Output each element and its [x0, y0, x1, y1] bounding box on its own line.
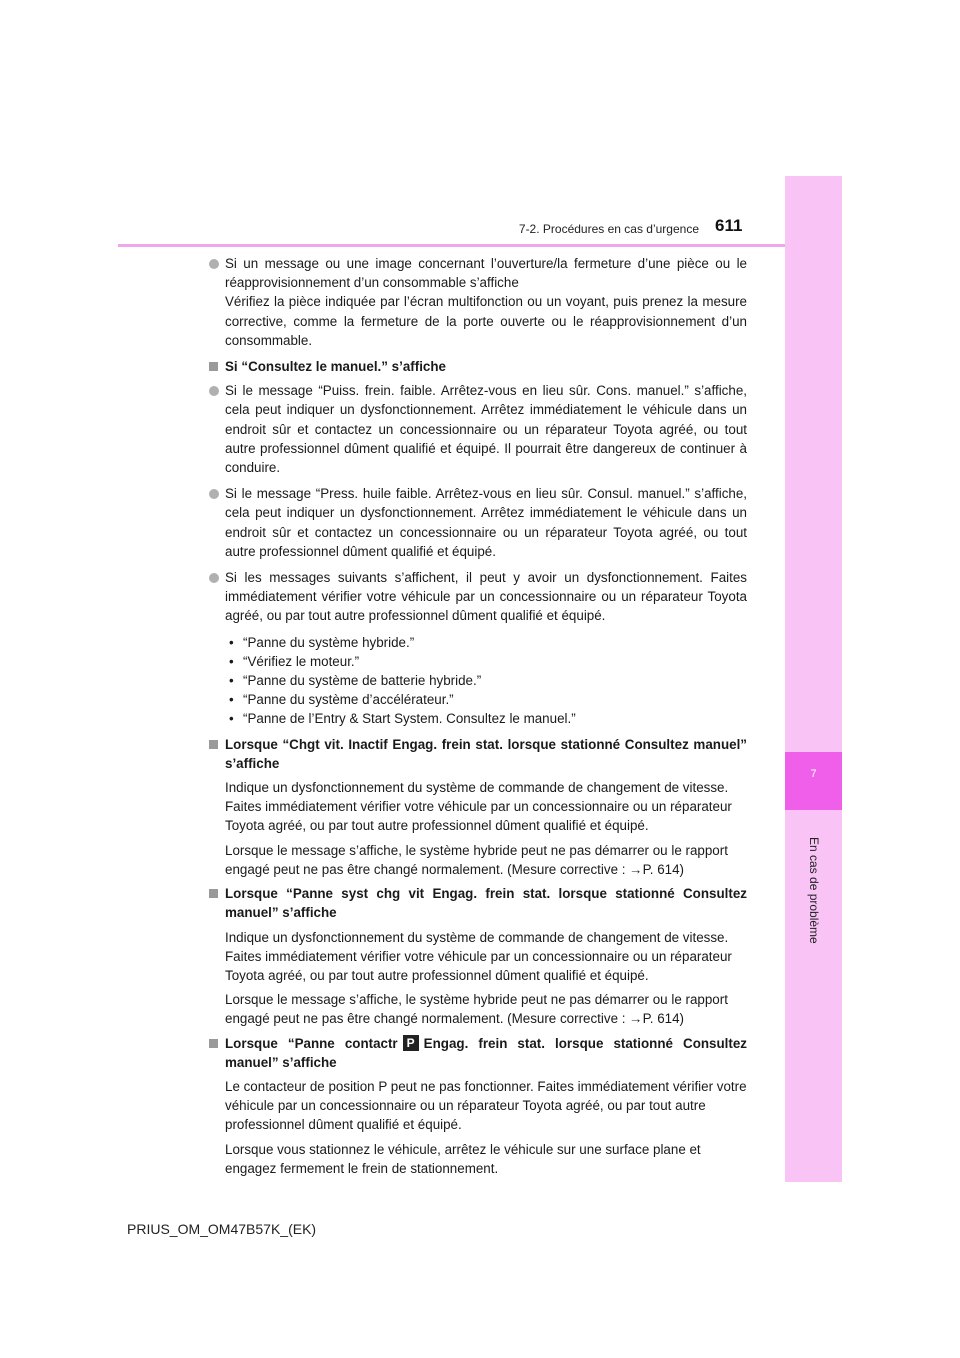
chapter-tab-marker	[785, 752, 842, 810]
paragraph: Lorsque le message s’affiche, le système hybride peut ne pas démarrer ou le rapport engagé peut ne pas être changé normalement. (Mesure corrective : →P. 614)	[225, 992, 728, 1027]
document-code: PRIUS_OM_OM47B57K_(EK)	[127, 1221, 317, 1237]
list-item: • “Vérifiez le moteur.”	[207, 652, 747, 671]
section-heading: Si “Consultez le manuel.” s’affiche	[207, 357, 747, 376]
list-item: • “Panne du système hybride.”	[207, 633, 747, 652]
bullet-item: Si le message “Press. huile faible. Arrêtez-vous en lieu sûr. Consul. manuel.” s’affiche, cela peut indiquer un dysfonctionnement. Arrêtez immédiatement le véhicule dans un endroit sûr et contactez un concessionnaire ou un réparateur Toyota agréé, ou tout autre professionnel dûment qualifié et équipé.	[207, 484, 747, 561]
bullet-text: Vérifiez la pièce indiquée par l’écran multifonction ou un voyant, puis prenez la mesure corrective, comme la fermeture de la porte ouverte ou le réapprovisionnement d’un consommable.	[225, 294, 747, 348]
bullet-item: Si le message “Puiss. frein. faible. Arrêtez-vous en lieu sûr. Cons. manuel.” s’affiche, cela peut indiquer un dysfonctionnement. Arrêtez immédiatement le véhicule dans un endroit sûr et contactez un concessionnaire ou un réparateur Toyota agréé, ou tout autre professionnel dûment qualifié et équipé. Il pourrait être dangereux de continuer à conduire.	[207, 381, 747, 477]
bullet-text: Si un message ou une image concernant l’ouverture/la fermeture d’une pièce ou le réapprovisionnement d’un consommable s’affiche	[225, 256, 747, 291]
chapter-tab-strip	[785, 176, 842, 1182]
chapter-label	[788, 815, 840, 965]
list-item: • “Panne du système d’accélérateur.”	[207, 690, 747, 709]
section-heading: Lorsque “Panne syst chg vit Engag. frein stat. lorsque stationné Consultez manuel” s’affiche	[207, 884, 747, 922]
heading-text: Engag. frein stat. lorsque stationné Consultez manuel” s’affiche	[225, 1035, 747, 1070]
paragraph: Lorsque vous stationnez le véhicule, arrêtez le véhicule sur une surface plane et engagez fermement le frein de stationnement.	[225, 1141, 701, 1176]
list-item: • “Panne de l’Entry & Start System. Consultez le manuel.”	[207, 709, 747, 728]
page-number: 611	[715, 216, 743, 235]
paragraph: Indique un dysfonctionnement du système de commande de changement de vitesse. Faites immédiatement vérifier votre véhicule par un concessionnaire ou un réparateur Toyota agréé, ou par tout autre professionnel dûment qualifié et équipé.	[225, 780, 732, 834]
message-list	[207, 633, 747, 729]
bullet-item: Si les messages suivants s’affichent, il peut y avoir un dysfonctionnement. Faites immédiatement vérifier votre véhicule par un concessionnaire ou un réparateur Toyota agréé, ou par tout autre professionnel dûment qualifié et équipé.	[207, 568, 747, 626]
section-heading	[207, 1034, 747, 1072]
paragraph: Indique un dysfonctionnement du système de commande de changement de vitesse. Faites immédiatement vérifier votre véhicule par un concessionnaire ou un réparateur Toyota agréé, ou par tout autre professionnel dûment qualifié et équipé.	[225, 929, 732, 983]
chapter-number: 7	[810, 768, 817, 780]
section-title: 7-2. Procédures en cas d’urgence	[518, 222, 699, 236]
heading-text: Lorsque “Panne contactr	[225, 1035, 398, 1051]
paragraph: Le contacteur de position P peut ne pas fonctionner. Faites immédiatement vérifier votre véhicule par un concessionnaire ou un réparateur Toyota agréé, ou par tout autre professionnel dûment qualifié et équipé.	[225, 1078, 747, 1133]
paragraph: Lorsque le message s’affiche, le système hybride peut ne pas démarrer ou le rapport engagé peut ne pas être changé normalement. (Mesure corrective : →P. 614)	[225, 842, 728, 877]
list-item: • “Panne du système de batterie hybride.”	[207, 671, 747, 690]
page-content	[207, 254, 747, 1183]
bullet-item	[207, 254, 747, 350]
p-position-icon: P	[403, 1035, 419, 1051]
chapter-label-text: En cas de problème	[807, 836, 821, 944]
header-rule	[118, 244, 785, 247]
section-heading: Lorsque “Chgt vit. Inactif Engag. frein stat. lorsque stationné Consultez manuel” s’affiche	[207, 735, 747, 773]
